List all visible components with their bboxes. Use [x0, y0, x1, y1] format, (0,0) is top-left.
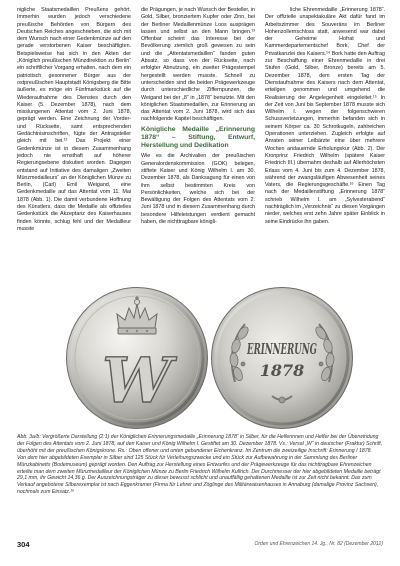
- medal-obverse: [66, 287, 208, 429]
- journal-reference: Orden und Ehrenzeichen 14. Jg., Nr. 82 (Dezember 2012): [254, 541, 383, 547]
- text-column-1: [17, 7, 131, 233]
- page-footer: [0, 536, 400, 554]
- caption-main: Abb. 3a/b: Vergrößerte Darstellung (2:1) der Königlichen Erinnerungsmedaille „Erinnerung 1878“ in Silber, für die Helferinnen und Helfer bei der Überwindung der Folgen des Attentats vom 2. Juni 1878, auf den Kaiser und König Wilhelm I. Gestiftet am 30. Dezember 1878. Vs.: Versal „W“ in deutscher (Fraktur) Schrift, überhöht mit der preußischen Königskrone. Rs.: Oben offener und unten gebundener Eichenkranz. Im Zentrum die zweizeilige Inschrift: Erinnerung / 1878.: [17, 434, 383, 454]
- paragraph: nigliche Staatsmedaillen Preußens gehört. Immerhin wurden jedoch verschiedene preußische Behörden von Bürgern des Deutschen Reiches angeschrieben, die sich mit dem Wunsch nach einer Gedenkmünze auf den gerade verstorbenen Kaiser beschäftigten. Beispielsweise hat sich in den Akten der „Königlich preußischen Münzdirektion zu Berlin“ ein schriftlicher Vorgang erhalten, nach dem ein patriotisch gesonnener Bürger aus der ostpreußischen Hauptstadt Königsberg die Bitte äußerte, es möge ein Fünfmarkstück auf die Wiederaufnahme des Dienstes durch den Kaiser (5. Dezember 1878), nach dem misslungenen Attentat vom 2. Juni 1878, geprägt werden. Eine Zeichnung der Vorder- und Rückseite, samt entsprechenden Gedächtnisinschriften, fügte der Antragsteller gleich mit bei.¹² Das Projekt einer Gedenkmünze ist in diesem Zusammenhang jedoch nie ernsthaft auf höherer Regierungsebene diskutiert worden. Dagegen entstand auf Initiative des damaligen „Zweiten Münzmedailleurs“ an der Königlichen Münze zu Berlin, (Carl) Emil Weigand, eine Gedenkmedaille auf das Attentat vom 11. Mai 1878 (Abb. 1). Die damit verbundene Hoffnung des Künstlers, dass die Medaille als offizielles Gedenkstück die Akzeptanz des Kaiserhauses finden könnte, schlug fehl und der Medailleur musste: [17, 7, 131, 232]
- caption-detail: Von dem hier abgebildeten Exemplar in Silber sind 125 Stück für Verleihungszwecke und ein Stück zur Aufbewahrung in der Sammlung des Berliner Münzkabinetts (Bodemuseum) geprägt worden. Den Auftrag zur Herstellung eines Entwurfes und der Prägewerkzeuge für das nichttragbare Ehrenzeichen erteilte man dem zweiten Münzmedailleur der Königlichen Münze zu Berlin Friedrich Wilhelm Kullrich. Der Durchmesser der hier abgebildeten Medaille beträgt 29,1 mm, ihr Gewicht 14,36 g. Der Auszeichnungsträger zu dieser bewusst schlicht und unauffällig gehaltenen Medaille ist zur Zeit nicht bekannt. Das zum Verkauf angebotene Silberexemplar ist nach Eggenkramer (Firma für Lehrer und Zöglinge des Militärwaisenhauses in Annaburg (damalige Provinz Sachsen), nochmals zum Einsatz.¹⁵: [17, 454, 381, 496]
- text-column-2: [141, 7, 255, 226]
- section-heading: Königliche Medaille „Erinnerung 1878“ – Stiftung, Entwurf, Herstellung und Dedikation: [141, 125, 255, 150]
- paragraph: Wie es die Archivalien der preußischen Generalordenskommission (GOK) belegen, stiftete Kaiser und König Wilhelm I. am 30. Dezember 1878, als Danksagung für einen von ihm selbst bestimmten Kreis von Persönlichkeiten, welche sich bei der Bewältigung der Folgen des Attentats vom 2. Juni 1878 und in diesem Zusammenhang durch besondere Hilfeleistungen verdient gemacht haben, die nichttragbare königli-: [141, 153, 255, 226]
- monogram-w: W: [102, 344, 172, 417]
- medal-photograph: [17, 284, 383, 432]
- paragraph: die Prägungen, je nach Wunsch der Besteller, in Gold, Silber, bronziertem Kupfer oder Zinn, bei der Berliner Medaillenmünze Loos ausprägen lassen und selbst an den Mann bringen.¹³ Offenbar scheint das Interesse bei der Bevölkerung ziemlich groß gewesen zu sein und die „Attentatsmedaillen“ fanden guten Absatz, so dass von der Rückseite, nach erfolgter Abnutzung, ein zweiter Prägestempel hergestellt werden musste. Schnell zu unterscheiden sind die beiden Prägewerkzeuge durch unterschiedliche Ziffernpunzen, die Weigand bei der „8“ in „1878“ benutzte. Mit den königlichen Staatsmedaillen, zur Erinnerung an das Attentat vom 2. Juni 1878, wird sich das nachfolgende Kapitel beschäftigen.: [141, 7, 255, 123]
- medal-reverse: [211, 287, 353, 429]
- figure-caption: [17, 434, 383, 496]
- reverse-inscription: ERINNERUNG: [246, 340, 318, 358]
- reverse-year: 1878: [259, 361, 305, 380]
- page-number: 304: [17, 540, 30, 549]
- text-column-3: [265, 7, 385, 226]
- paragraph: liche Ehrenmedaille „Erinnerung 1878“. Der offizielle unspektakuläre Akt dafür fand im Arbeitszimmer des Souveräns im Berliner Hohenzollernschloss statt, anwesend war dabei der Geheime Hofrat und Kammerdepartementschef Bork, Chef der Privatkanzlei des Kaisers.¹⁴ Bork hatte den Auftrag zur Beschaffung einer Ehrenmedaille in drei Stufen (Gold, Silber, Bronze) bereits am 5. Dezember 1878, dem ersten Tag der Dienstaufnahme des Kaisers nach dem Attentat, erteilgen genommen und umgehend die Realisierung der Angelegenheit eingeleitet.¹⁵ In der Zeit von Juni bis September 1878 musste sich Wilhelm I. wegen der folgenschweren Schussverletzungen, immerhin befanden sich in seinem Körper ca. 30 Schrotkugeln, zahlreichen Operationen unterziehen. Zugleich erfolgte auf Anraten seiner Leibärzte eine über mehrere Wochen andauernde Erholungskur (Abb. 2). Der Kronprinz Friedrich Wilhelm (spätere Kaiser Friedrich III.) übernahm deshalb auf Allerhöchsten Erlass vom 4. Juni bis zum 4. Dezember 1878, während der zwangsläufigen Abwesenheit seines Vaters, die Regierungsgeschäfte.¹⁶ Einen Tag nach der Medaillenstiftung „Erinnerung 1878“ schrieb Wilhelm I. am „Sylvesterabend“ nachträglich im „Verzeichnis“ zu diesen Vorgängen nieder, welches erst zehn Jahre später Einblick in seine Eindrücke ihn gaben.: [265, 7, 385, 225]
- medal-illustration: [17, 284, 383, 432]
